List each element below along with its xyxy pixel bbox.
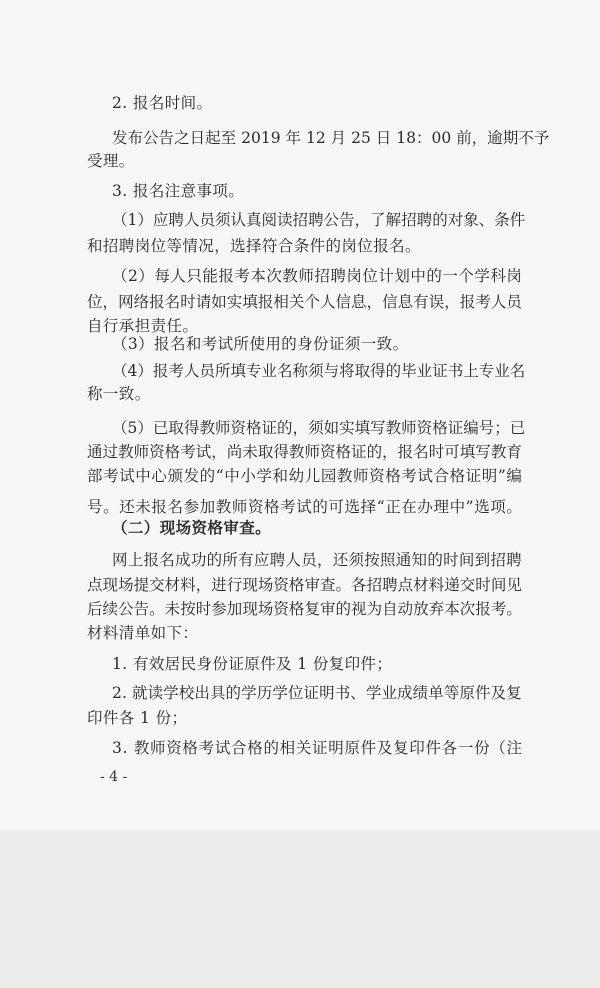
note-3: （3）报名和考试所使用的身份证须一致。	[112, 335, 409, 353]
section-heading-reg-notes: 3. 报名注意事项。	[112, 182, 245, 200]
note-5-line-2: 通 过 教 师 资 格 考 试 ， 尚 未 取 得 教 师 资 格 证 的 ， 报 名 时 可 填 写 教 育	[87, 443, 522, 461]
note-5-line-1: （ 5 ） 已 取 得 教 师 资 格 证 的 ， 须 如 实 填 写 教 师 资 格 证 编 号 ； 已	[112, 419, 526, 437]
note-5-line-3: 部 考 试 中 心 颁 发 的 “ 中 小 学 和 幼 儿 园 教 师 资 格 考 试 合 格 证 明 ” 编	[87, 467, 522, 485]
material-2-line-2: 印件各 1 份；	[87, 709, 188, 727]
onsite-review-line-2: 点 现 场 提 交 材 料 ， 进 行 现 场 资 格 审 查 。 各 招 聘 点 材 料 递 交 时 间 见	[87, 576, 522, 594]
material-1: 1. 有效居民身份证原件及 1 份复印件；	[112, 655, 393, 673]
note-2-line-2: 位 ， 网 络 报 名 时 请 如 实 填 报 相 关 个 人 信 息 ， 信 息 有 误 ， 报 考 人 员	[87, 293, 522, 311]
material-3-line-1: 3 . 教 师 资 格 考 试 合 格 的 相 关 证 明 原 件 及 复 印 件 各 一 份 （ 注	[112, 739, 522, 757]
note-1-line-2: 和招聘岗位等情况，选择符合条件的岗位报名。	[87, 237, 421, 255]
reg-time-text-line-2: 受理。	[87, 152, 135, 170]
note-2-line-3: 自行承担责任。	[87, 317, 199, 335]
note-4-line-2: 称一致。	[87, 385, 151, 403]
note-5-line-4: 号 。 还 未 报 名 参 加 教 师 资 格 考 试 的 可 选 择 “ 正 在 办 理 中 ” 选 项 。	[87, 498, 522, 516]
onsite-review-line-3: 后 续 公 告 。 未 按 时 参 加 现 场 资 格 复 审 的 视 为 自 动 放 弃 本 次 报 考 。	[87, 600, 522, 618]
page-background-margin	[0, 830, 600, 988]
note-4-line-1: （ 4 ） 报 考 人 员 所 填 专 业 名 称 须 与 将 取 得 的 毕 业 证 书 上 专 业 名	[112, 362, 526, 380]
section-heading-onsite-review: （二）现场资格审查。	[112, 518, 272, 537]
material-2-line-1: 2 . 就 读 学 校 出 具 的 学 历 学 位 证 明 书 、 学 业 成 绩 单 等 原 件 及 复	[112, 684, 522, 702]
section-heading-reg-time: 2. 报名时间。	[112, 94, 213, 112]
page-number: - 4 -	[100, 769, 128, 785]
onsite-review-line-4: 材料清单如下：	[87, 624, 199, 642]
note-2-line-1: （ 2 ） 每 人 只 能 报 考 本 次 教 师 招 聘 岗 位 计 划 中 的 一 个 学 科 岗	[112, 267, 522, 285]
note-1-line-1: （ 1 ） 应 聘 人 员 须 认 真 阅 读 招 聘 公 告 ， 了 解 招 聘 的 对 象 、 条 件	[112, 211, 526, 229]
onsite-review-line-1: 网 上 报 名 成 功 的 所 有 应 聘 人 员 ， 还 须 按 照 通 知 的 时 间 到 招 聘	[112, 551, 522, 569]
reg-time-text-line-1: 发 布 公 告 之 日 起 至 2 0 1 9 年 1 2 月 2 5 日 1 8 ： 0 0 前 ， 逾 期 不 予	[112, 129, 550, 147]
